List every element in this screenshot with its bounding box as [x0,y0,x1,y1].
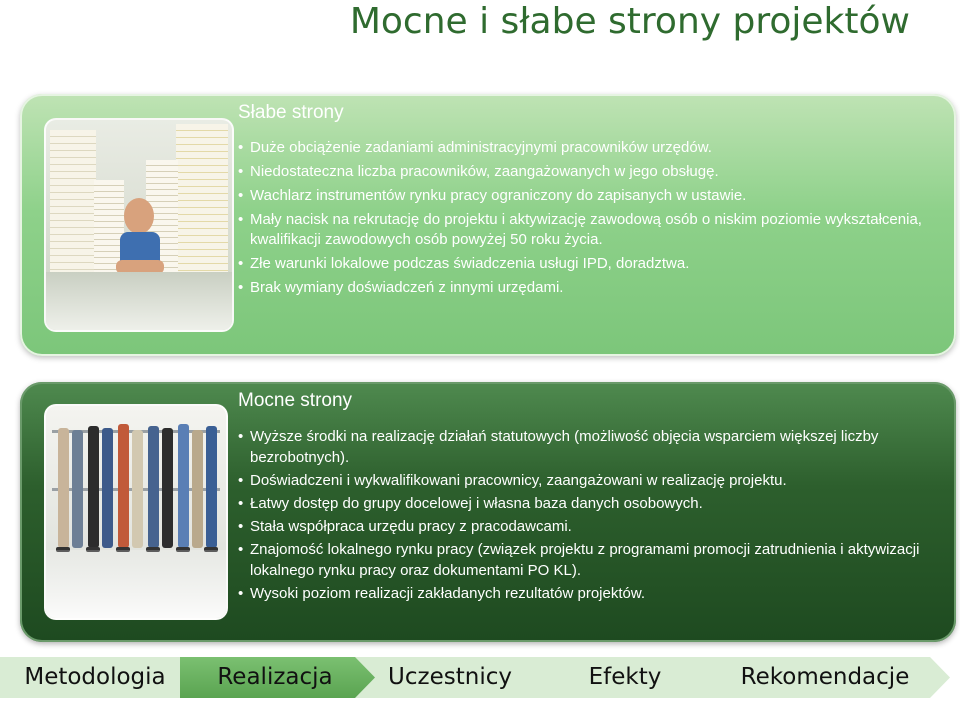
list-item: • Stała współpraca urzędu pracy z pracodawcami. [238,516,938,537]
list-item: • Duże obciążenie zadaniami administracyjnymi pracowników urzędów. [238,138,938,158]
strong-points-heading: Mocne strony [238,390,353,411]
list-item: • Niedostateczna liczba pracowników, zaangażowanych w jego obsługę. [238,162,938,182]
section-navigation [0,657,960,698]
strong-points-list [238,426,938,606]
list-item: • Wysoki poziom realizacji zakładanych rezultatów projektów. [238,583,938,604]
list-item: • Mały nacisk na rekrutację do projektu i aktywizację zawodową osób o niskim poziomie wykształcenia, kwalifikacji zawodowych osób powyżej 50 roku życia. [238,210,938,250]
nav-item-efekty[interactable]: Efekty [588,664,662,690]
weak-points-panel [20,94,956,356]
list-item: • Wachlarz instrumentów rynku pracy ograniczony do zapisanych w ustawie. [238,186,938,206]
nav-item-metodologia[interactable]: Metodologia [24,664,166,690]
nav-item-realizacja[interactable]: Realizacja [217,664,333,690]
list-item: • Znajomość lokalnego rynku pracy (związek projektu z programami promocji zatrudnienia i aktywizacji lokalnego rynku pracy oraz dokumentami PO KL). [238,539,938,581]
nav-item-rekomendacje[interactable]: Rekomendacje [740,664,910,690]
list-item: • Brak wymiany doświadczeń z innymi urzędami. [238,278,938,298]
page-title: Mocne i słabe strony projektów [349,1,910,42]
list-item: • Wyższe środki na realizację działań statutowych (możliwość objęcia wsparciem większej liczby bezrobotnych). [238,426,938,468]
people-queue-photo-icon [44,404,228,620]
paperwork-stress-photo-icon [44,118,234,332]
list-item: • Łatwy dostęp do grupy docelowej i własna baza danych osobowych. [238,493,938,514]
weak-points-list [238,138,938,302]
strong-points-panel [20,382,956,642]
list-item: • Doświadczeni i wykwalifikowani pracownicy, zaangażowani w realizację projektu. [238,470,938,491]
list-item: • Złe warunki lokalowe podczas świadczenia usługi IPD, doradztwa. [238,254,938,274]
weak-points-heading: Słabe strony [238,102,344,123]
nav-item-uczestnicy[interactable]: Uczestnicy [388,664,512,690]
